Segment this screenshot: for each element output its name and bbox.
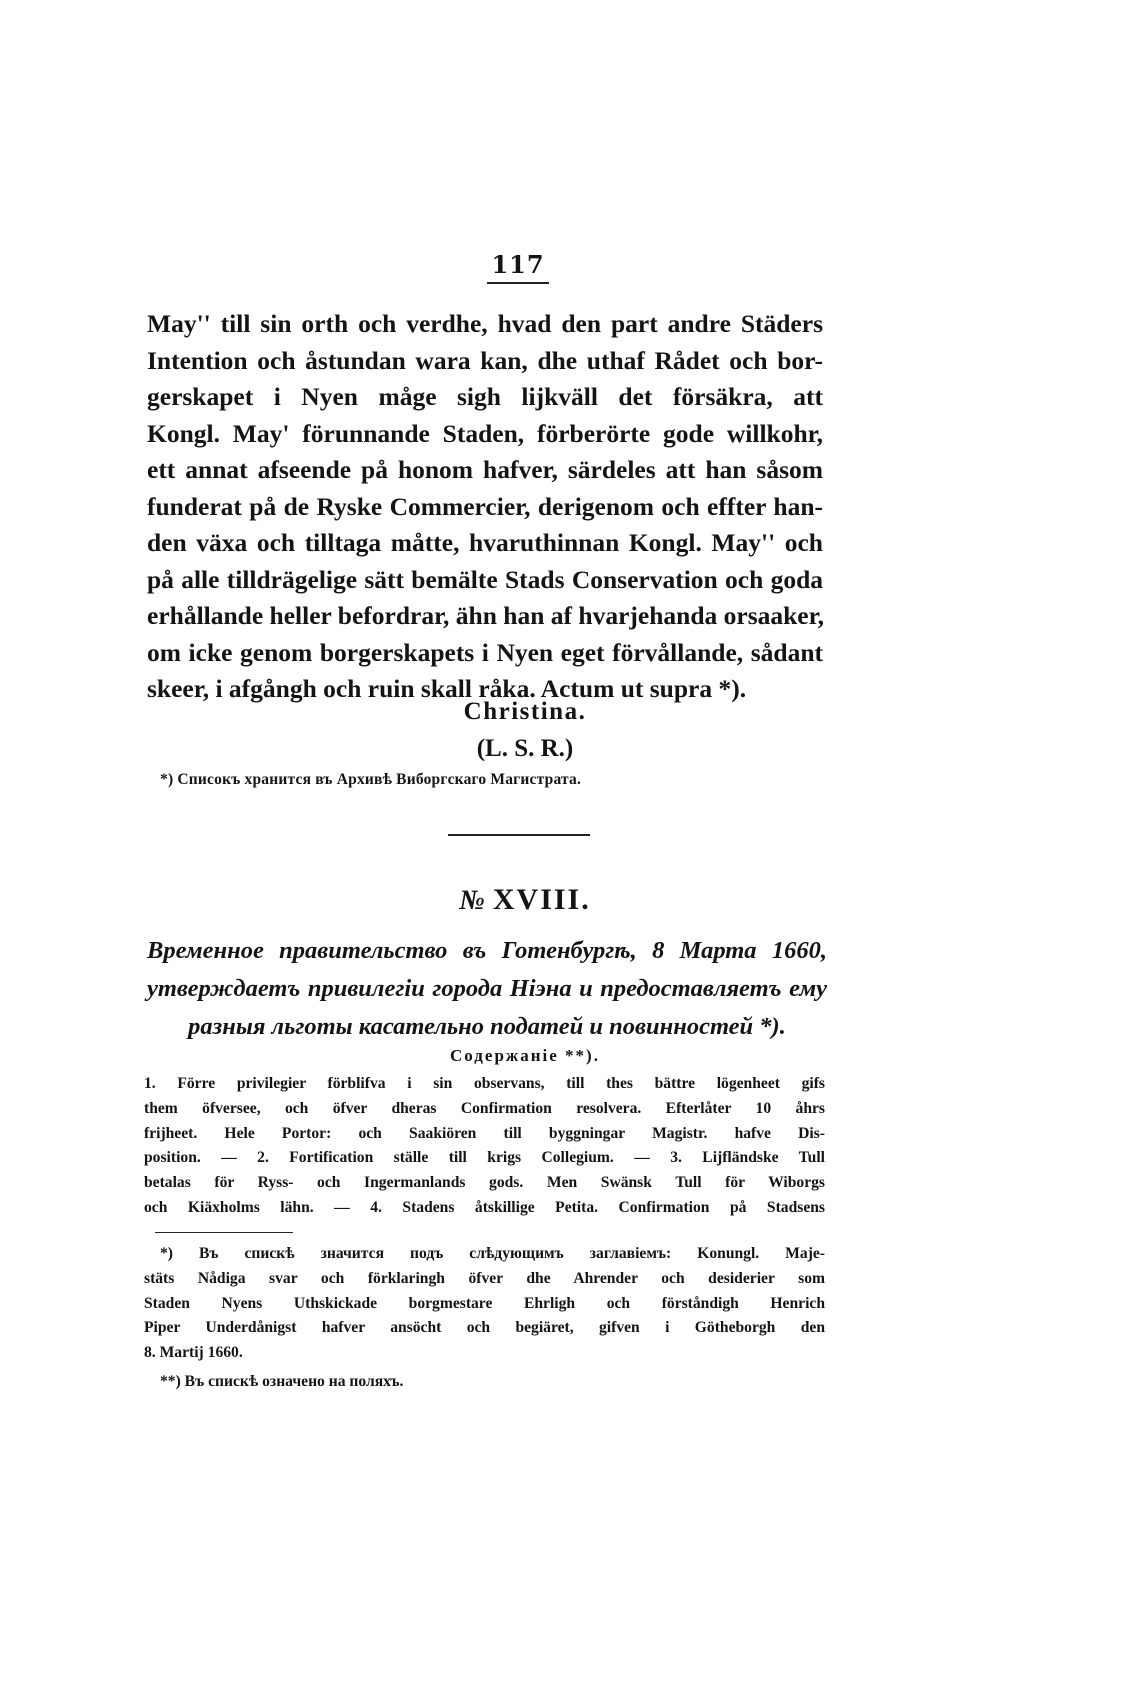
contents-title: Содержаніе **). (450, 1046, 600, 1065)
footnote-line: **) Въ спискѣ означено на поляхъ. (160, 1372, 404, 1390)
archive-footnote: *) Списокъ хранится въ Архивѣ Виборгскаго Магистрата. (160, 771, 582, 788)
summary-line: them öfversee, och öfver dheras Confirmation resolvera. Efterlåter 10 åhrs (144, 1099, 825, 1117)
body-line: den växa och tilltaga måtte, hvaruthinnan Kongl. May'' och (147, 528, 823, 557)
footnote-line: Piper Underdånigst hafver ansöcht och begiäret, gifven i Götheborgh den (144, 1319, 825, 1337)
heading-line: утверждаетъ привилегіи города Ніэна и предоставляетъ ему (147, 975, 827, 1002)
footnote-line: stäts Nådiga svar och förklaringh öfver dhe Ahrender och desiderier som (144, 1269, 825, 1287)
footnotes (144, 1242, 825, 1395)
footnote-line: *) Въ спискѣ значится подъ слѣдующимъ заглавіемъ: Konungl. Maje- (160, 1245, 825, 1262)
summary-line: betalas för Ryss- och Ingermanlands gods. Men Swänsk Tull för Wiborgs (144, 1174, 825, 1192)
section-divider (448, 834, 590, 836)
number-sign: № (459, 885, 487, 916)
body-line: Kongl. May' förunnande Staden, förberörte gode willkohr, (147, 418, 823, 448)
body-line: om icke genom borgerskapets i Nyen eget förvållande, sådant (147, 637, 823, 667)
summary-line: frijheet. Hele Portor: och Saakiören till byggningar Magistr. hafve Dis- (144, 1124, 825, 1142)
document-number (380, 883, 670, 917)
summary-line: 1. Förre privilegier förblifva i sin observans, till thes bättre lögenheet gifs (144, 1075, 825, 1092)
summary-line: och Kiäxholms lähn. — 4. Stadens åtskillige Petita. Confirmation på Stadsens (144, 1198, 825, 1216)
body-line: erhållande heller befordrar, ähn han af hvarjehanda orsaaker, (147, 601, 824, 630)
contents-summary (144, 1072, 825, 1221)
body-line: på alle tilldrägelige sätt bemälte Stads Conservation och goda (147, 564, 823, 594)
footnote-line: 8. Martij 1660. (144, 1344, 243, 1362)
heading-line: разныя льготы касательно податей и повинностей *). (188, 1013, 786, 1040)
header-rule (487, 282, 549, 284)
document-roman-numeral: XVIII. (492, 883, 591, 916)
body-line: gerskapet i Nyen måge sigh lijkväll det försäkra, att (147, 382, 823, 411)
body-line: May'' till sin orth och verdhe, hvad den part andre Städers (147, 309, 823, 338)
signature: Christina. (463, 698, 587, 725)
document-heading (147, 932, 827, 1046)
page-number: 117 (491, 250, 545, 279)
heading-line: Временное правительство въ Готенбургѣ, 8 Марта 1660, (147, 937, 827, 964)
body-line: ett annat afseende på honom hafver, särdeles att han såsom (147, 455, 823, 484)
footnote-line: Staden Nyens Uthskickade borgmestare Ehrligh och förståndigh Henrich (144, 1294, 825, 1312)
summary-line: position. — 2. Fortification ställe till krigs Collegium. — 3. Lijfländske Tull (144, 1149, 825, 1167)
body-line: skeer, i afgångh och ruin skall råka. Actum ut supra *). (147, 674, 747, 703)
body-paragraph (147, 306, 823, 708)
seal-mark: (L. S. R.) (476, 735, 574, 762)
body-line: Intention och åstundan wara kan, dhe uthaf Rådet och bor- (147, 345, 823, 375)
footnotes-rule (155, 1232, 293, 1233)
body-line: funderat på de Ryske Commercier, derigenom och effter han- (147, 491, 823, 521)
